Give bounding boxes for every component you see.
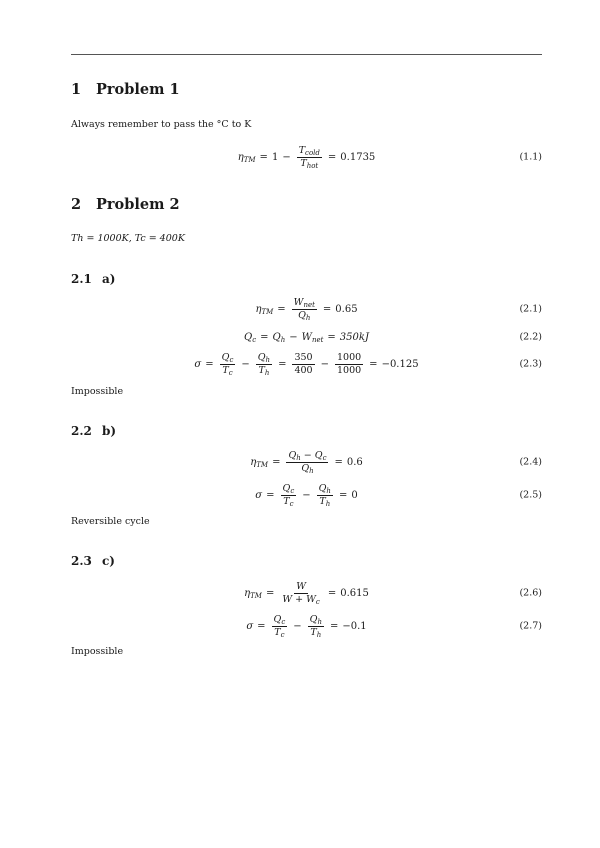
equation-number: (2.6): [519, 587, 542, 599]
equation-result: 350kJ: [339, 331, 369, 343]
equation-2-4: [71, 447, 542, 477]
fraction-denominator: 400: [294, 364, 313, 376]
section-1-heading: [71, 81, 180, 98]
section-1-intro: Always remember to pass the °C to K: [71, 119, 252, 130]
equation-2-2: [71, 322, 542, 352]
equation-result: 0: [351, 489, 358, 501]
equation-result: 0.65: [335, 303, 358, 315]
equation-1-1: [71, 142, 542, 172]
subsection-number: 2.2: [71, 424, 92, 438]
equation-result: 0.1735: [340, 151, 376, 163]
equation-number: (2.1): [519, 303, 542, 315]
equation-2-6: [71, 578, 542, 608]
equation-body: σ = $\frac{Q_c}{T_c}$ − $\frac{Q_h}{T_h}$ = −0.1: [246, 613, 367, 639]
equation-2-1: [71, 294, 542, 324]
subsection-title: c): [102, 554, 115, 568]
equation-2-3: [71, 349, 542, 379]
equation-body: $\eta_{TM}$ = $\frac{W_{net}}{Q_h}$ = 0.65: [255, 296, 358, 322]
equation-body: $Q_c$ = $Q_h$ − $W_{net}$ = 350kJ: [244, 331, 369, 344]
subsection-2-2-conclusion: Reversible cycle: [71, 516, 150, 527]
subsection-2-1-conclusion: Impossible: [71, 386, 124, 397]
subsection-2-1-heading: [71, 272, 115, 286]
fraction-denominator: 1000: [336, 364, 362, 376]
equation-2-5: [71, 480, 542, 510]
equation-body: $\eta_{TM}$ = 1 − $\frac{T_{cold}}{T_{hot}}$ = 0.1735: [237, 144, 376, 170]
subsection-2-3-heading: [71, 554, 115, 568]
equation-result: −0.125: [381, 358, 419, 370]
section-number: 1: [71, 81, 82, 98]
subsection-title: b): [102, 424, 117, 438]
equation-number: (2.4): [519, 456, 542, 468]
equation-number: (2.5): [519, 489, 542, 501]
equation-body: $\eta_{TM}$ = $\frac{Q_h - Q_c}{Q_h}$ = 0.6: [250, 449, 363, 475]
equation-body: σ = $\frac{Q_c}{T_c}$ − $\frac{Q_h}{T_h}$ = $\frac{350}{400}$ − $\frac{1000}{1000}$ = −0.125: [194, 351, 419, 377]
equation-number: (2.3): [519, 358, 542, 370]
subsection-number: 2.3: [71, 554, 92, 568]
section-title: Problem 2: [96, 196, 180, 213]
equation-number: (2.2): [519, 331, 542, 343]
equation-result: 0.615: [340, 587, 369, 599]
section-2-heading: [71, 196, 180, 213]
header-rule: [71, 54, 542, 55]
subsection-title: a): [102, 272, 116, 286]
equation-body: σ = $\frac{Q_c}{T_c}$ − $\frac{Q_h}{T_h}$ = 0: [255, 482, 358, 508]
section-2-intro: Th = 1000K, Tc = 400K: [71, 233, 185, 244]
equation-number: (1.1): [519, 151, 542, 163]
fraction-numerator: 1000: [336, 351, 362, 363]
subsection-2-2-heading: [71, 424, 116, 438]
equation-body: $\eta_{TM}$ = $\frac{W}{W + W_c}$ = 0.615: [244, 580, 369, 606]
equation-result: 0.6: [346, 456, 363, 468]
section-title: Problem 1: [96, 81, 180, 98]
subsection-2-3-conclusion: Impossible: [71, 646, 124, 657]
subsection-number: 2.1: [71, 272, 92, 286]
section-number: 2: [71, 196, 82, 213]
fraction-numerator: 350: [294, 351, 313, 363]
equation-2-7: [71, 611, 542, 641]
equation-number: (2.7): [519, 620, 542, 632]
equation-result: −0.1: [342, 620, 367, 632]
